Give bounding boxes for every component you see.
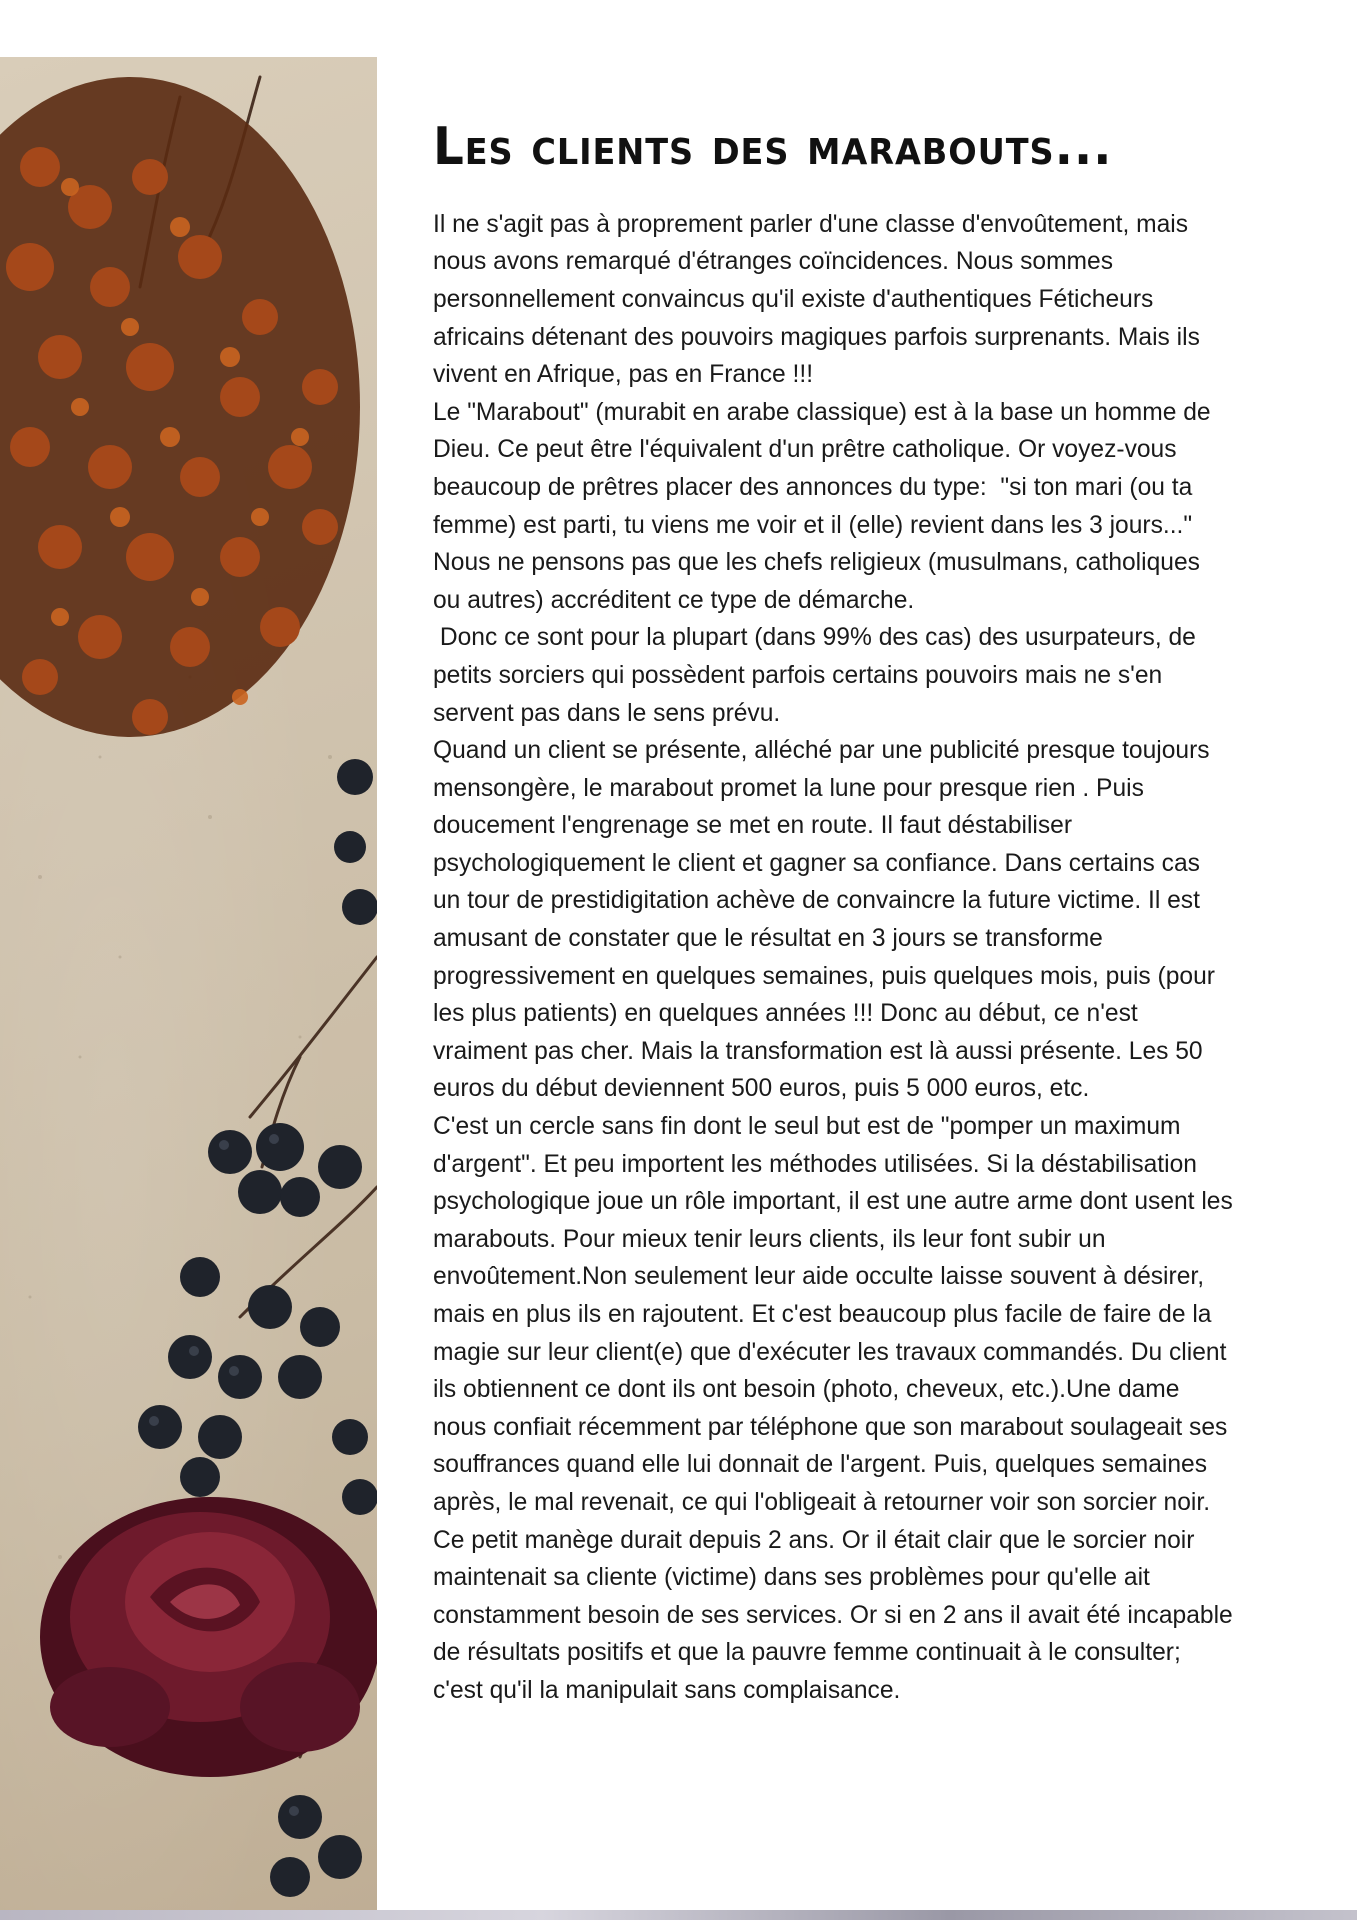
paragraph: C'est un cercle sans fin dont le seul but est de "pomper un maximum d'argent". Et peu importent les méthodes utilisées. Si la déstabilisation psychologique joue un rôle important, il est une autre arme dont usent les marabouts. Pour mieux tenir leurs clients, ils leur font subir un envoûtement.Non seulement leur aide occulte laisse souvent à désirer, mais en plus ils en rajoutent. Et c'est beaucoup plus facile de faire de la magie sur leur client(e) que d'exécuter les travaux commandés. Du client ils obtiennent ce dont ils ont besoin (photo, cheveux, etc.).Une dame nous confiait récemment par téléphone que son marabout soulageait ses souffrances quand elle lui donnait de l'argent. Puis, quelques semaines après, le mal revenait, ce qui l'obligeait à retourner voir son sorcier noir. Ce petit manège durait depuis 2 ans. Or il était clair que le sorcier noir maintenait sa cliente (victime) dans ses problèmes pour qu'elle ait constamment besoin de ses services. Or si en 2 ans il avait été incapable de résultats positifs et que la pauvre femme continuait à le consulter; c'est qu'il la manipulait sans complaisance. [433, 1113, 1240, 1704]
paragraph: Le "Marabout" (murabit en arabe classique) est à la base un homme de Dieu. Ce peut être l'équivalent d'un prêtre catholique. Or voyez-vous beaucoup de prêtres placer des annonces du type: "si ton mari (ou ta femme) est parti, tu viens me voir et il (elle) revient dans les 3 jours..." [433, 398, 1218, 539]
photo-illustration [0, 57, 377, 1910]
dried-rose [40, 1497, 377, 1777]
paragraph: Donc ce sont pour la plupart (dans 99% des cas) des usurpateurs, de petits sorciers qui possèdent parfois certains pouvoirs mais ne s'en servent pas dans le sens prévu. [433, 624, 1203, 727]
bottom-edge-strip [0, 1910, 1357, 1920]
paragraph: Il ne s'agit pas à proprement parler d'une classe d'envoûtement, mais nous avons remarqué d'étranges coïncidences. Nous sommes personnellement convaincus qu'il existe d'authentiques Féticheurs africains détenant des pouvoirs magiques parfois surprenants. Mais ils vivent en Afrique, pas en France !!! [433, 210, 1207, 389]
paragraph: Nous ne pensons pas que les chefs religieux (musulmans, catholiques ou autres) accréditent ce type de démarche. [433, 549, 1207, 614]
article [433, 117, 1240, 1710]
paragraph: Quand un client se présente, alléché par une publicité presque toujours mensongère, le marabout promet la lune pour presque rien . Puis doucement l'engrenage se met en route. Il faut déstabiliser psychologiquement le client et gagner sa confiance. Dans certains cas un tour de prestidigitation achève de convaincre la future victime. Il est amusant de constater que le résultat en 3 jours se transforme progressivement en quelques semaines, puis quelques mois, puis (pour les plus patients) en quelques années !!! Donc au début, ce n'est vraiment pas cher. Mais la transformation est là aussi présente. Les 50 euros du début deviennent 500 euros, puis 5 000 euros, etc. [433, 737, 1222, 1103]
article-body [433, 206, 1240, 1710]
dried-flower-cluster [0, 77, 360, 737]
article-title: Les clients des marabouts... [433, 117, 1113, 177]
decorative-photo-dried-flowers [0, 57, 377, 1910]
